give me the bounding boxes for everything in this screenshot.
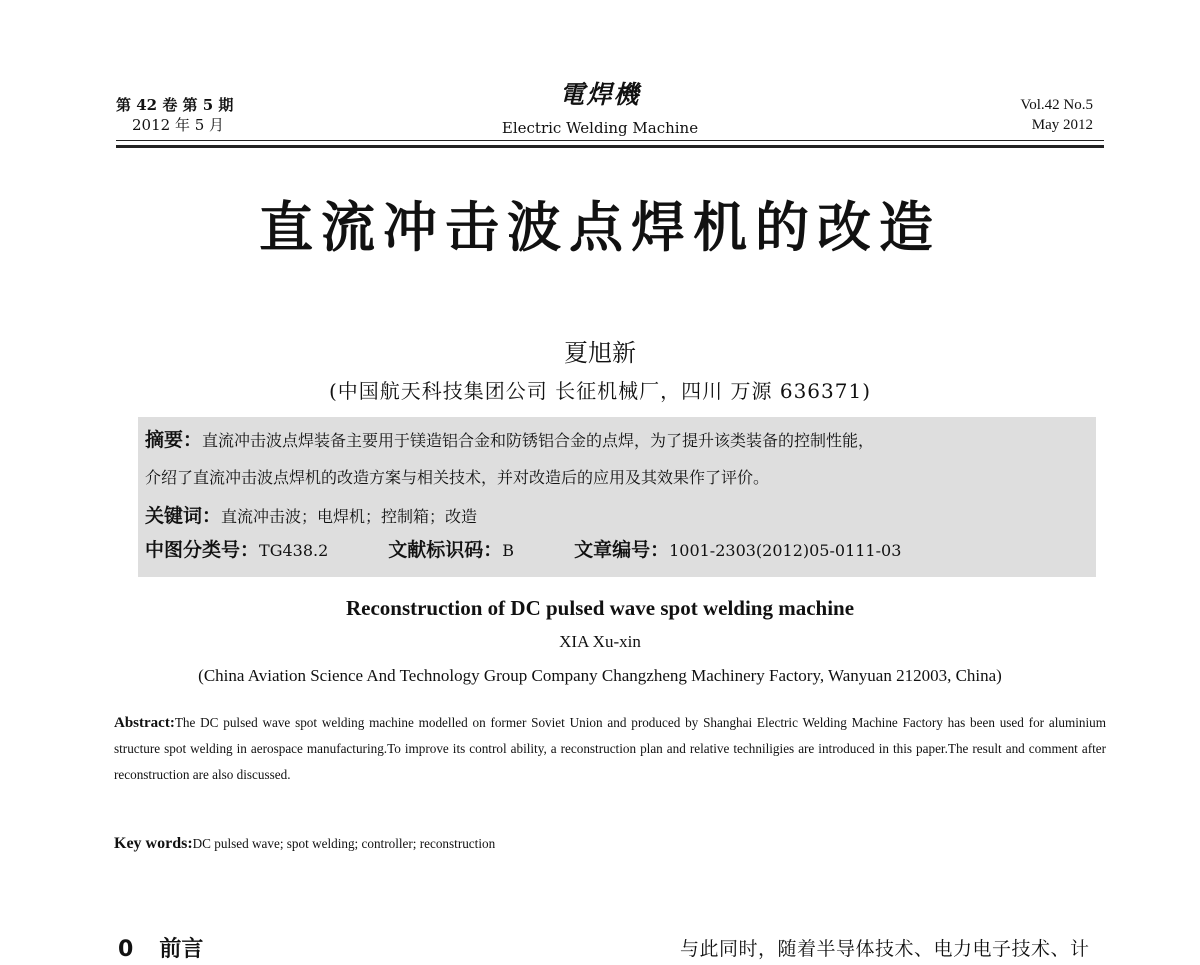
paper-title-cn: 直流冲击波点焊机的改造 [259, 196, 941, 259]
abstract-cn-text2: 介绍了直流冲击波点焊机的改造方案与相关技术，并对改造后的应用及其效果作了评价。 [145, 468, 770, 487]
header-rule-thick [116, 145, 1104, 148]
section-number: 0 [118, 937, 134, 962]
keywords-cn-text: 直流冲击波；电焊机；控制箱；改造 [221, 507, 478, 526]
header-rule-thin [116, 140, 1104, 141]
date-line-en: May 2012 [1031, 117, 1093, 133]
abstract-en-label: Abstract: [114, 715, 175, 731]
volume-line: 第 42 卷 第 5 期 [116, 96, 234, 114]
paper-title-en: Reconstruction of DC pulsed wave spot welding machine [345, 596, 855, 620]
article-no-value: 1001-2303(2012)05-0111-03 [669, 541, 902, 560]
date-line-cn: 2012 年 5 月 [132, 116, 225, 134]
affiliation-en: (China Aviation Science And Technology Group Company Changzheng Machinery Factory, Wanyuan 212003, China) [198, 666, 1002, 685]
journal-name-en: Electric Welding Machine [501, 119, 699, 137]
classification-line [145, 538, 901, 563]
volume-issue-cn [116, 95, 233, 135]
author-en: XIA Xu-xin [559, 632, 641, 651]
volume-line-en: Vol.42 No.5 [1020, 97, 1093, 113]
abstract-en [114, 710, 1106, 788]
doc-code-value: B [502, 541, 515, 560]
abstract-cn-line1 [145, 428, 874, 453]
journal-masthead [450, 80, 750, 138]
section-title: 前言 [159, 937, 204, 962]
affiliation-cn: (中国航天科技集团公司 长征机械厂，四川 万源 636371) [328, 379, 872, 403]
volume-issue-en [1020, 95, 1093, 135]
section-heading-introduction [118, 935, 203, 965]
author-cn: 夏旭新 [564, 339, 636, 367]
keywords-cn-line [145, 504, 477, 529]
doc-code-label: 文献标识码： [388, 539, 503, 561]
keywords-cn-label: 关键词： [145, 505, 222, 527]
clc-value: TG438.2 [259, 541, 329, 560]
body-text-right-column: 与此同时，随着半导体技术、电力电子技术、计 [680, 938, 1090, 960]
abstract-cn-label: 摘要： [145, 429, 203, 451]
keywords-en-label: Key words: [114, 835, 193, 852]
abstract-cn-text1: 直流冲击波点焊装备主要用于镁造铝合金和防锈铝合金的点焊，为了提升该类装备的控制性能， [202, 431, 875, 450]
journal-logo-cn: 電焊機 [559, 80, 641, 109]
abstract-en-text: The DC pulsed wave spot welding machine modelled on former Soviet Union and produced by Shanghai Electric Welding Machine Factory has been used for aluminium structure spot welding in aerospace manufacturing.To improve its control ability, a reconstruction plan and relative techniligies are introduced in this paper.The result and comment after reconstruction are also discussed. [114, 715, 1106, 782]
keywords-en [114, 833, 495, 855]
abstract-cn-line2 [145, 466, 769, 490]
article-no-label: 文章编号： [574, 539, 670, 561]
keywords-en-text: DC pulsed wave; spot welding; controller; reconstruction [192, 836, 496, 851]
clc-label: 中图分类号： [145, 539, 260, 561]
